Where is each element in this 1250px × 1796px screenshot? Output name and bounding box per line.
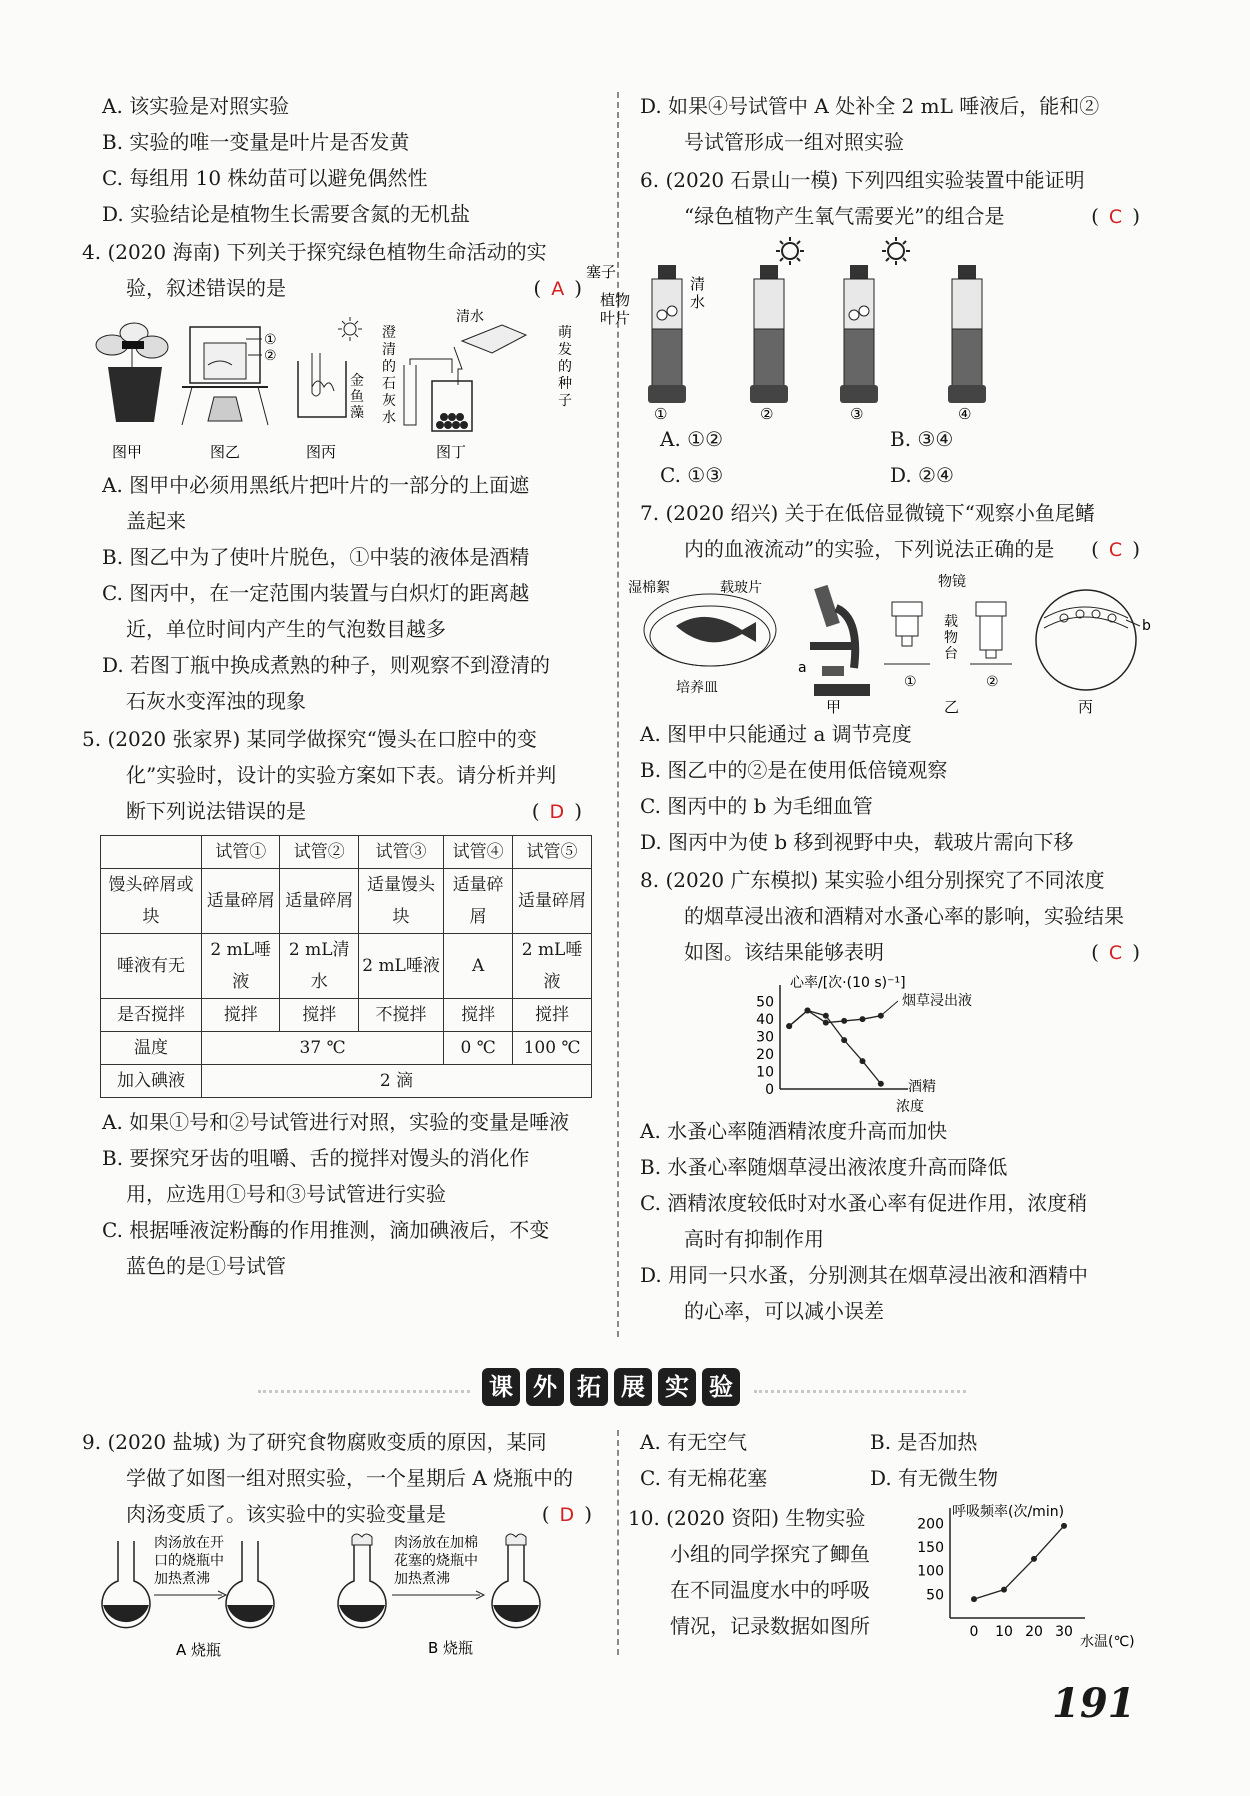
q4-option-c: C. 图丙中，在一定范围内装置与白炽灯的距离越 — [102, 581, 530, 605]
sun-icon — [776, 237, 804, 265]
q10-line-3: 在不同温度水中的呼吸 — [670, 1578, 870, 1602]
q7-answer: C — [1108, 539, 1133, 561]
q9-q10-block — [628, 1424, 1150, 1650]
chart-axes — [780, 985, 908, 1089]
table-cell: 搅拌 — [513, 999, 592, 1032]
q4-fig-label-1: ① — [264, 332, 277, 348]
q7-stem-2 — [640, 531, 1150, 567]
flask-icon — [226, 1541, 274, 1628]
q5-stem-3-text: 断下列说法错误的是 — [126, 799, 306, 823]
column-divider-lower — [617, 1430, 619, 1655]
q7-figure — [628, 568, 1151, 716]
left-column — [82, 88, 592, 1284]
data-point — [971, 1596, 977, 1602]
q5-table — [100, 835, 592, 1098]
q9-options-row2 — [640, 1460, 1150, 1496]
q3-option-d: D. 实验结论是植物生长需要含氮的无机盐 — [102, 202, 471, 226]
q6-option-c: C. ①③ — [660, 463, 724, 487]
q9-stem-3 — [82, 1496, 602, 1532]
table-cell: 2 滴 — [202, 1065, 592, 1098]
q4-answer: A — [551, 278, 575, 300]
table-header-cell: 试管⑤ — [513, 836, 592, 869]
table-cell: 适量馒头块 — [358, 869, 443, 934]
q7-stem-1: 7. (2020 绍兴) 关于在低倍显微镜下“观察小鱼尾鳍 — [640, 501, 1095, 525]
q9-b-caption: B 烧瓶 — [428, 1639, 474, 1657]
q9-stem-3-text: 肉汤变质了。该实验中的实验变量是 — [126, 1502, 446, 1526]
q8-stem-3-text: 如图。该结果能够表明 — [684, 940, 884, 964]
section-banner — [0, 1366, 1250, 1416]
tick-label: 40 — [756, 1012, 774, 1029]
q8-stem-2: 的烟草浸出液和酒精对水蚤心率的影响，实验结果 — [684, 904, 1124, 928]
q9-a-text-1: 肉汤放在开 — [154, 1535, 224, 1551]
table-cell: 搅拌 — [280, 999, 358, 1032]
q9-a-caption: A 烧瓶 — [176, 1641, 222, 1659]
column-divider — [617, 92, 619, 1337]
tube-1 — [648, 265, 686, 403]
q6-option-a: A. ①② — [660, 427, 724, 451]
banner-dots-left — [258, 1390, 470, 1393]
q4-caption-4: 图丁 — [436, 443, 467, 461]
banner-char: 验 — [702, 1368, 740, 1406]
table-cell: 不搅拌 — [358, 999, 443, 1032]
flask-icon — [102, 1541, 150, 1628]
q8-answer-box: (C) — [1091, 940, 1150, 964]
data-point — [823, 1020, 829, 1026]
table-cell: 2 mL清水 — [280, 934, 358, 999]
data-point — [805, 1007, 811, 1013]
q9-a-text-3: 加热煮沸 — [154, 1571, 210, 1587]
table-cell: 37 ℃ — [202, 1032, 444, 1065]
series-leader — [881, 1001, 898, 1016]
tube-3 — [840, 265, 878, 403]
q6-num-2: ② — [760, 405, 774, 423]
y-tick-label: 100 — [917, 1563, 944, 1580]
q4-stem-2 — [82, 270, 592, 306]
q9-option-a: A. 有无空气 — [640, 1430, 748, 1454]
q7-label-stage: 载物台 — [944, 614, 958, 662]
table-cell: 2 mL唾液 — [358, 934, 443, 999]
q8-option-d-cont: 的心率，可以减小误差 — [684, 1299, 884, 1323]
series-line — [789, 1010, 881, 1026]
q5-option-d: D. 如果④号试管中 A 处补全 2 mL 唾液后，能和② — [640, 94, 1100, 118]
q6-num-4: ④ — [958, 405, 972, 423]
table-cell: 适量碎屑 — [513, 869, 592, 934]
q6-figure — [586, 235, 1150, 423]
q5-option-b-cont: 用，应选用①号和③号试管进行实验 — [126, 1182, 446, 1206]
flask-cotton-icon — [338, 1534, 386, 1628]
q6-option-d: D. ②④ — [890, 463, 954, 487]
q9-options-row1 — [640, 1424, 1150, 1460]
table-header-cell: 试管② — [280, 836, 358, 869]
q9-stem-2: 学做了如图一组对照实验，一个星期后 A 烧瓶中的 — [126, 1466, 574, 1490]
table-header-cell — [101, 836, 202, 869]
q9-b-text-1: 肉汤放在加棉 — [394, 1535, 478, 1551]
q8-chart — [640, 971, 1150, 1113]
table-cell: 0 ℃ — [444, 1032, 513, 1065]
table-header-cell: 试管③ — [358, 836, 443, 869]
banner-char: 展 — [614, 1368, 652, 1406]
q5-stem-1: 5. (2020 张家界) 某同学做探究“馒头在口腔中的变 — [82, 727, 537, 751]
data-point — [860, 1058, 866, 1064]
q10-text — [628, 1500, 880, 1650]
q7-label-a: a — [798, 660, 807, 676]
q6-options-row2 — [640, 457, 1150, 493]
q9-answer-box: (D) — [541, 1502, 602, 1526]
q7-label-objective: 物镜 — [938, 574, 966, 590]
data-point — [1031, 1556, 1037, 1562]
field-of-view-icon — [1036, 590, 1140, 690]
q5-answer-box: (D) — [531, 799, 592, 823]
q7-label-dish: 培养皿 — [676, 680, 718, 696]
q7-label-slide: 载玻片 — [720, 580, 762, 596]
q9-option-b: B. 是否加热 — [870, 1430, 978, 1454]
microscope-icon — [810, 585, 870, 696]
banner-char: 外 — [526, 1368, 564, 1406]
q7-label-cotton: 湿棉絮 — [628, 580, 670, 596]
table-row — [101, 999, 592, 1032]
series-label-alcohol: 酒精 — [908, 1079, 936, 1095]
chart-series — [786, 1001, 898, 1087]
germinating-seed-apparatus — [404, 325, 526, 431]
q4-caption-1: 图甲 — [112, 443, 143, 461]
q4-option-a-cont: 盖起来 — [126, 509, 186, 533]
q9-b-text-3: 加热煮沸 — [394, 1571, 450, 1587]
chart-y-label: 呼吸频率(次/min) — [952, 1504, 1065, 1520]
table-cell: 2 mL唾液 — [202, 934, 280, 999]
chart-y-ticks — [756, 995, 774, 1098]
table-cell: 是否搅拌 — [101, 999, 202, 1032]
chart-x-label: 浓度 — [896, 1099, 924, 1115]
y-tick-label: 150 — [917, 1540, 944, 1557]
q5-option-c: C. 根据唾液淀粉酶的作用推测，滴加碘液后，不变 — [102, 1218, 550, 1242]
q6-label-stopper: 塞子 — [586, 263, 617, 281]
water-bath-apparatus — [182, 327, 268, 425]
q4-fig-label-6: 萌发的种子 — [558, 325, 572, 409]
sun-icon — [882, 237, 910, 265]
tick-label: 10 — [756, 1064, 774, 1081]
data-point — [823, 1013, 829, 1019]
q6-answer-box: (C) — [1091, 204, 1150, 228]
right-column — [586, 88, 1151, 1329]
q6-options-row1 — [640, 421, 1150, 457]
table-cell: 搅拌 — [202, 999, 280, 1032]
q7-caption-3: 丙 — [1078, 698, 1094, 716]
banner-char: 课 — [482, 1368, 520, 1406]
q6-stem-2 — [640, 198, 1150, 234]
q4-fig-label-3: 金鱼藻 — [350, 373, 364, 421]
page-number: 191 — [1052, 1680, 1136, 1727]
chart-ticks — [917, 1516, 1073, 1640]
q9-a-text-2: 口的烧瓶中 — [154, 1553, 224, 1569]
q5-option-c-cont: 蓝色的是①号试管 — [126, 1254, 286, 1278]
q7-option-d: D. 图丙中为使 b 移到视野中央，载玻片需向下移 — [640, 830, 1074, 854]
q8-stem-1: 8. (2020 广东模拟) 某实验小组分别探究了不同浓度 — [640, 868, 1105, 892]
x-tick-label: 20 — [1025, 1624, 1043, 1640]
q10-line-2: 小组的同学探究了鲫鱼 — [670, 1542, 870, 1566]
q10-row — [628, 1500, 1150, 1650]
q8-option-d: D. 用同一只水蚤，分别测其在烟草浸出液和酒精中 — [640, 1263, 1089, 1287]
plant-pot-icon — [96, 323, 168, 422]
q5-option-b: B. 要探究牙齿的咀嚼、舌的搅拌对馒头的消化作 — [102, 1146, 530, 1170]
table-cell: 2 mL唾液 — [513, 934, 592, 999]
q6-label-water: 清水 — [690, 275, 706, 311]
q6-num-1: ① — [654, 405, 668, 423]
q4-caption-2: 图乙 — [210, 443, 241, 461]
data-point — [860, 1016, 866, 1022]
q3-option-c: C. 每组用 10 株幼苗可以避免偶然性 — [102, 166, 428, 190]
q6-answer: C — [1108, 206, 1133, 228]
q9-option-d: D. 有无微生物 — [870, 1466, 999, 1490]
data-point — [841, 1037, 847, 1043]
q6-num-3: ③ — [850, 405, 864, 423]
q3-option-a: A. 该实验是对照实验 — [102, 94, 290, 118]
q7-label-b: b — [1142, 618, 1151, 634]
q5-option-d-cont: 号试管形成一组对照实验 — [684, 130, 904, 154]
q8-option-b: B. 水蚤心率随烟草浸出液浓度升高而降低 — [640, 1155, 1008, 1179]
table-cell: 100 ℃ — [513, 1032, 592, 1065]
table-row — [101, 869, 592, 934]
q5-stem-2: 化”实验时，设计的实验方案如下表。请分析并判 — [126, 763, 557, 787]
data-point — [1061, 1523, 1067, 1529]
table-header-cell: 试管④ — [444, 836, 513, 869]
tube-2 — [750, 265, 788, 403]
fish-dish-icon — [644, 594, 776, 666]
table-header-cell: 试管① — [202, 836, 280, 869]
banner-dots-right — [754, 1390, 966, 1393]
q5-answer: D — [549, 801, 575, 823]
q9-stem-1: 9. (2020 盐城) 为了研究食物腐败变质的原因，某同 — [82, 1430, 547, 1454]
data-point — [786, 1023, 792, 1029]
q5-stem-3 — [82, 793, 592, 829]
table-row — [101, 1032, 592, 1065]
table-cell: 适量碎屑 — [444, 869, 513, 934]
table-cell: 唾液有无 — [101, 934, 202, 999]
q6-stem-1: 6. (2020 石景山一模) 下列四组实验装置中能证明 — [640, 168, 1085, 192]
table-cell: 加入碘液 — [101, 1065, 202, 1098]
data-point — [878, 1081, 884, 1087]
q7-option-c: C. 图丙中的 b 为毛细血管 — [640, 794, 873, 818]
q6-label-leaf: 植物叶片 — [600, 291, 631, 327]
series-line — [974, 1526, 1064, 1599]
x-tick-label: 30 — [1055, 1624, 1073, 1640]
q7-option-a: A. 图甲中只能通过 a 调节亮度 — [640, 722, 912, 746]
q8-option-c-cont: 高时有抑制作用 — [684, 1227, 824, 1251]
q4-fig-label-4: 清水 — [456, 309, 484, 325]
chart-x-label: 水温(℃) — [1080, 1634, 1135, 1650]
data-point — [1001, 1587, 1007, 1593]
q6-stem-2-text: “绿色植物产生氧气需要光”的组合是 — [684, 204, 1005, 228]
q7-stem-2-text: 内的血液流动”的实验，下列说法正确的是 — [684, 537, 1055, 561]
chart-y-label: 心率/[次·(10 s)⁻¹] — [790, 975, 906, 991]
q8-option-c: C. 酒精浓度较低时对水蚤心率有促进作用，浓度稍 — [640, 1191, 1088, 1215]
q7-caption-1: 甲 — [826, 698, 842, 716]
table-cell: 适量碎屑 — [280, 869, 358, 934]
q9-option-c: C. 有无棉花塞 — [640, 1466, 768, 1490]
q7-caption-2: 乙 — [944, 698, 960, 716]
q9-b-text-2: 花塞的烧瓶中 — [394, 1553, 478, 1569]
q3-option-b: B. 实验的唯一变量是叶片是否发黄 — [102, 130, 410, 154]
q5-option-a: A. 如果①号和②号试管进行对照，实验的变量是唾液 — [102, 1110, 570, 1134]
table-cell: 温度 — [101, 1032, 202, 1065]
y-tick-label: 200 — [917, 1516, 944, 1533]
banner-char: 拓 — [570, 1368, 608, 1406]
table-cell: A — [444, 934, 513, 999]
q4-stem-2-text: 验，叙述错误的是 — [126, 276, 286, 300]
tick-label: 50 — [756, 994, 774, 1011]
banner-title — [482, 1368, 740, 1406]
q4-fig-label-2: ② — [264, 348, 277, 364]
q7-num-2: ② — [986, 674, 999, 690]
q4-caption-3: 图丙 — [306, 443, 337, 461]
q8-option-a: A. 水蚤心率随酒精浓度升高而加快 — [640, 1119, 948, 1143]
q10-chart — [880, 1500, 1140, 1650]
q10-line-1: 10. (2020 资阳) 生物实验 — [628, 1506, 866, 1530]
q4-option-c-cont: 近，单位时间内产生的气泡数目越多 — [126, 617, 446, 641]
tube-4 — [948, 265, 986, 403]
banner-char: 实 — [658, 1368, 696, 1406]
q9-answer: D — [559, 1504, 585, 1526]
chart-series — [971, 1523, 1067, 1602]
q7-num-1: ① — [904, 674, 917, 690]
q10-line-4: 情况，记录数据如图所 — [670, 1614, 870, 1638]
q4-option-b: B. 图乙中为了使叶片脱色，①中装的液体是酒精 — [102, 545, 530, 569]
table-cell: 馒头碎屑或块 — [101, 869, 202, 934]
x-tick-label: 10 — [995, 1624, 1013, 1640]
table-row — [101, 1065, 592, 1098]
table-row — [101, 934, 592, 999]
y-tick-label: 50 — [926, 1587, 944, 1604]
q7-answer-box: (C) — [1091, 537, 1150, 561]
q6-option-b: B. ③④ — [890, 427, 954, 451]
q4-figure — [82, 307, 592, 467]
flask-cotton-icon — [492, 1534, 540, 1628]
q9-figure — [82, 1533, 602, 1661]
q8-stem-3 — [640, 934, 1150, 970]
q8-answer: C — [1108, 942, 1133, 964]
tick-label: 30 — [756, 1029, 774, 1046]
q9-block — [82, 1424, 602, 1661]
tick-label: 0 — [765, 1082, 774, 1098]
q4-fig-label-5: 澄清的石灰水 — [382, 325, 396, 426]
table-cell: 搅拌 — [444, 999, 513, 1032]
q4-option-d-cont: 石灰水变浑浊的现象 — [126, 689, 306, 713]
table-header-row — [101, 836, 592, 869]
q7-option-b: B. 图乙中的②是在使用低倍镜观察 — [640, 758, 948, 782]
q4-answer-box: (A) — [533, 276, 592, 300]
x-tick-label: 0 — [969, 1624, 979, 1640]
tick-label: 20 — [756, 1047, 774, 1064]
table-cell: 适量碎屑 — [202, 869, 280, 934]
q4-option-d: D. 若图丁瓶中换成煮熟的种子，则观察不到澄清的 — [102, 653, 551, 677]
series-label-tobacco: 烟草浸出液 — [902, 993, 972, 1009]
q4-stem-1: 4. (2020 海南) 下列关于探究绿色植物生命活动的实 — [82, 240, 547, 264]
q4-option-a: A. 图甲中必须用黑纸片把叶片的一部分的上面遮 — [102, 473, 530, 497]
data-point — [841, 1018, 847, 1024]
